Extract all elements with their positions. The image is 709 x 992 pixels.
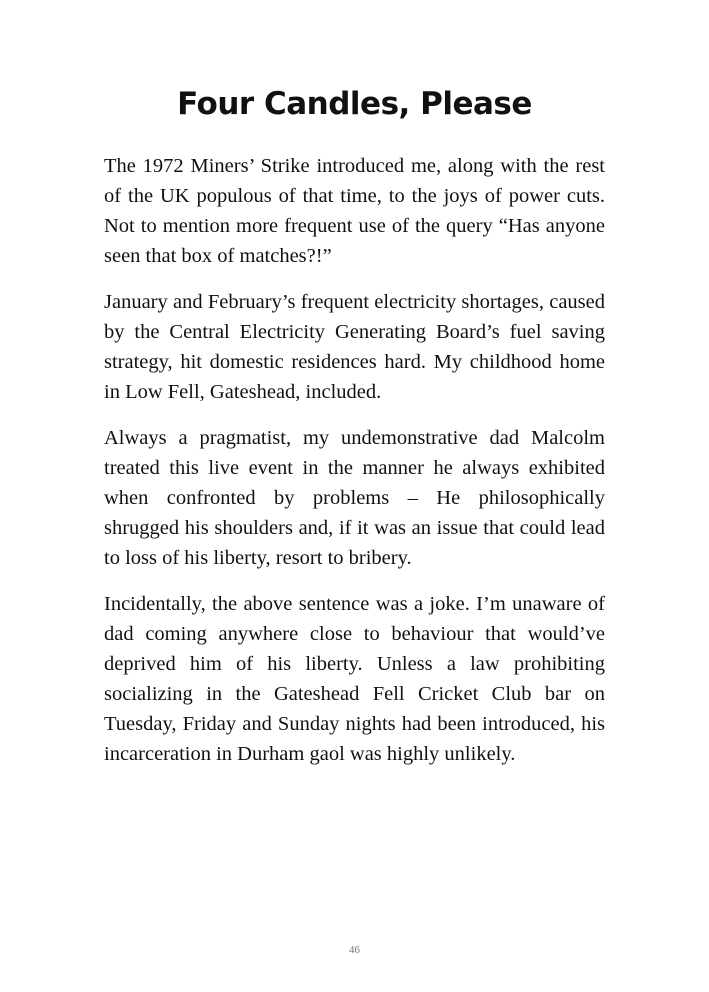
page-number: 46 bbox=[349, 944, 360, 956]
chapter-body bbox=[104, 151, 605, 785]
paragraph-2: January and February’s frequent electricity shortages, caused by the Central Electricity Generating Board’s fuel saving strategy, hit domestic residences hard. My childhood home in Low Fell, Gateshead, included. bbox=[104, 291, 605, 403]
paragraph-3: Always a pragmatist, my undemonstrative dad Malcolm treated this live event in the manner he always exhibited when confronted by problems – He philosophically shrugged his shoulders and, if it was an issue that could lead to loss of his liberty, resort to bribery. bbox=[104, 427, 605, 569]
paragraph-1: The 1972 Miners’ Strike introduced me, along with the rest of the UK populous of that time, to the joys of power cuts. Not to mention more frequent use of the query “Has anyone seen that box of matches?!” bbox=[104, 155, 605, 267]
paragraph-4: Incidentally, the above sentence was a joke. I’m unaware of dad coming anywhere close to behaviour that would’ve deprived him of his liberty. Unless a law prohibiting socializing in the Gateshead Fell Cricket Club bar on Tuesday, Friday and Sunday nights had been introduced, his incarceration in Durham gaol was highly unlikely. bbox=[104, 593, 605, 765]
chapter-title: Four Candles, Please bbox=[177, 86, 532, 122]
